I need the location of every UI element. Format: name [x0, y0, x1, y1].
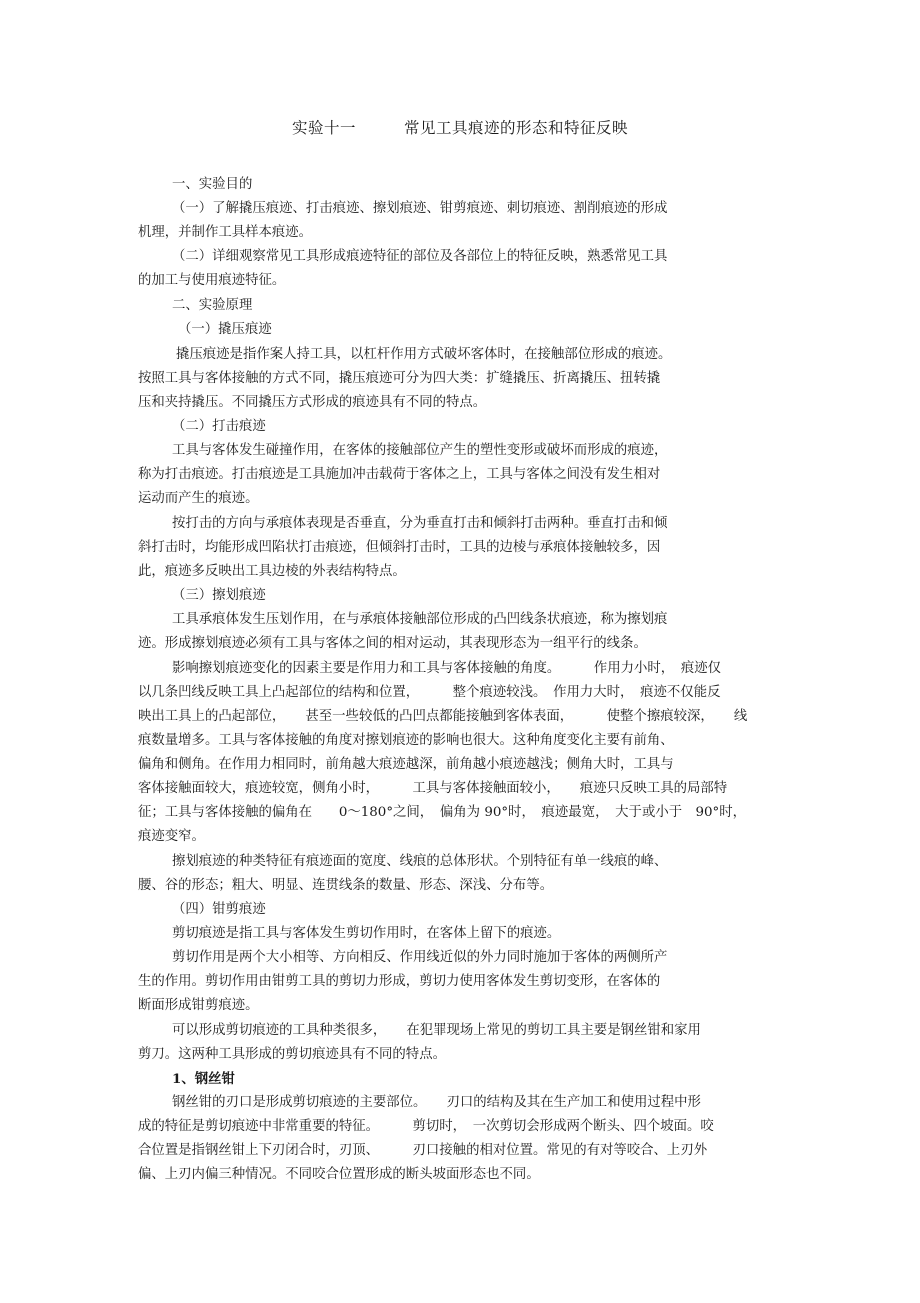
- paragraph-line: 痕数量增多。工具与客体接触的角度对擦划痕迹的影响也很大。这种角度变化主要有前角、: [138, 733, 674, 748]
- paragraph-line: 成的特征是剪切痕迹中非常重要的特征。 剪切时， 一次剪切会形成两个断头、四个坡面。咬: [138, 1119, 714, 1134]
- page-title: [0, 116, 920, 138]
- title-experiment-number: 实验十一: [291, 119, 356, 137]
- item-heading-pliers: 1、钢丝钳: [172, 1071, 235, 1087]
- paragraph-line: 征；工具与客体接触的偏角在 0～180°之间， 偏角为 90°时， 痕迹最宽， 大于或小于 90°时，: [138, 805, 747, 820]
- paragraph-line: 的加工与使用痕迹特征。: [138, 273, 286, 288]
- section-heading-purpose: 一、实验目的: [172, 177, 253, 192]
- paragraph-line: 可以形成剪切痕迹的工具种类很多， 在犯罪现场上常见的剪切工具主要是钢丝钳和家用: [172, 1023, 701, 1038]
- paragraph-line: 运动而产生的痕迹。: [138, 491, 259, 506]
- paragraph-line: 钢丝钳的刃口是形成剪切痕迹的主要部位。 刃口的结构及其在生产加工和使用过程中形: [172, 1095, 701, 1110]
- paragraph-line: 合位置是指钢丝钳上下刃闭合时，刃顶、 刃口接触的相对位置。常见的有对等咬合、上刃外: [138, 1143, 708, 1158]
- paragraph-line: 偏角和侧角。在作用力相同时，前角越大痕迹越深，前角越小痕迹越浅；侧角大时，工具与: [138, 757, 674, 772]
- paragraph-line: 剪切作用是两个大小相等、方向相反、作用线近似的外力同时施加于客体的两侧所产: [172, 950, 668, 965]
- paragraph-line: 按打击的方向与承痕体表现是否垂直，分为垂直打击和倾斜打击两种。垂直打击和倾: [172, 516, 668, 531]
- title-topic: 常见工具痕迹的形态和特征反映: [404, 119, 629, 137]
- subsection-heading: （一）撬压痕迹: [178, 322, 272, 337]
- paragraph-line: 痕迹变窄。: [138, 829, 205, 844]
- paragraph-line: 断面形成钳剪痕迹。: [138, 998, 259, 1013]
- paragraph-line: 映出工具上的凸起部位， 甚至一些较低的凸凹点都能接触到客体表面， 使整个擦痕较深， 线: [138, 709, 748, 724]
- paragraph-line: 此，痕迹多反映出工具边棱的外表结构特点。: [138, 564, 406, 579]
- paragraph-line: （二）详细观察常见工具形成痕迹特征的部位及各部位上的特征反映，熟悉常见工具: [172, 249, 668, 264]
- paragraph-line: 偏、上刃内偏三种情况。不同咬合位置形成的断头坡面形态也不同。: [138, 1167, 540, 1182]
- subsection-heading: （二）打击痕迹: [172, 419, 266, 434]
- paragraph-line: 撬压痕迹是指作案人持工具，以杠杆作用方式破坏客体时，在接触部位形成的痕迹。: [176, 347, 672, 362]
- section-heading-principle: 二、实验原理: [172, 298, 253, 313]
- paragraph-line: 工具承痕体发生压划作用，在与承痕体接触部位形成的凸凹线条状痕迹，称为擦划痕: [172, 612, 668, 627]
- paragraph-line: 剪刀。这两种工具形成的剪切痕迹具有不同的特点。: [138, 1047, 446, 1062]
- paragraph-line: 客体接触面较大，痕迹较宽，侧角小时， 工具与客体接触面较小， 痕迹只反映工具的局部特: [138, 781, 728, 796]
- paragraph-line: 以几条凹线反映工具上凸起部位的结构和位置， 整个痕迹较浅。 作用力大时， 痕迹不仅能反: [138, 685, 721, 700]
- subsection-heading: （三）擦划痕迹: [172, 588, 266, 603]
- paragraph-line: 称为打击痕迹。打击痕迹是工具施加冲击载荷于客体之上，工具与客体之间没有发生相对: [138, 467, 661, 482]
- paragraph-line: 压和夹持撬压。不同撬压方式形成的痕迹具有不同的特点。: [138, 395, 487, 410]
- paragraph-line: 工具与客体发生碰撞作用，在客体的接触部位产生的塑性变形或破坏而形成的痕迹，: [172, 443, 668, 458]
- paragraph-line: 剪切痕迹是指工具与客体发生剪切作用时，在客体上留下的痕迹。: [172, 926, 561, 941]
- paragraph-line: 机理，并制作工具样本痕迹。: [138, 225, 313, 240]
- paragraph-line: 生的作用。剪切作用由钳剪工具的剪切力形成，剪切力使用客体发生剪切变形，在客体的: [138, 974, 661, 989]
- paragraph-line: 擦划痕迹的种类特征有痕迹面的宽度、线痕的总体形状。个别特征有单一线痕的峰、: [172, 854, 668, 869]
- paragraph-line: 按照工具与客体接触的方式不同，撬压痕迹可分为四大类：扩缝撬压、折离撬压、扭转撬: [138, 371, 661, 386]
- paragraph-line: 影响擦划痕迹变化的因素主要是作用力和工具与客体接触的角度。 作用力小时， 痕迹仅: [172, 661, 722, 676]
- paragraph-line: 腰、谷的形态；粗大、明显、连贯线条的数量、形态、深浅、分布等。: [138, 878, 554, 893]
- paragraph-line: （一）了解撬压痕迹、打击痕迹、擦划痕迹、钳剪痕迹、刺切痕迹、割削痕迹的形成: [172, 201, 668, 216]
- paragraph-line: 斜打击时，均能形成凹陷状打击痕迹，但倾斜打击时，工具的边棱与承痕体接触较多，因: [138, 540, 661, 555]
- paragraph-line: 迹。形成擦划痕迹必须有工具与客体之间的相对运动，其表现形态为一组平行的线条。: [138, 636, 647, 651]
- subsection-heading: （四）钳剪痕迹: [172, 902, 266, 917]
